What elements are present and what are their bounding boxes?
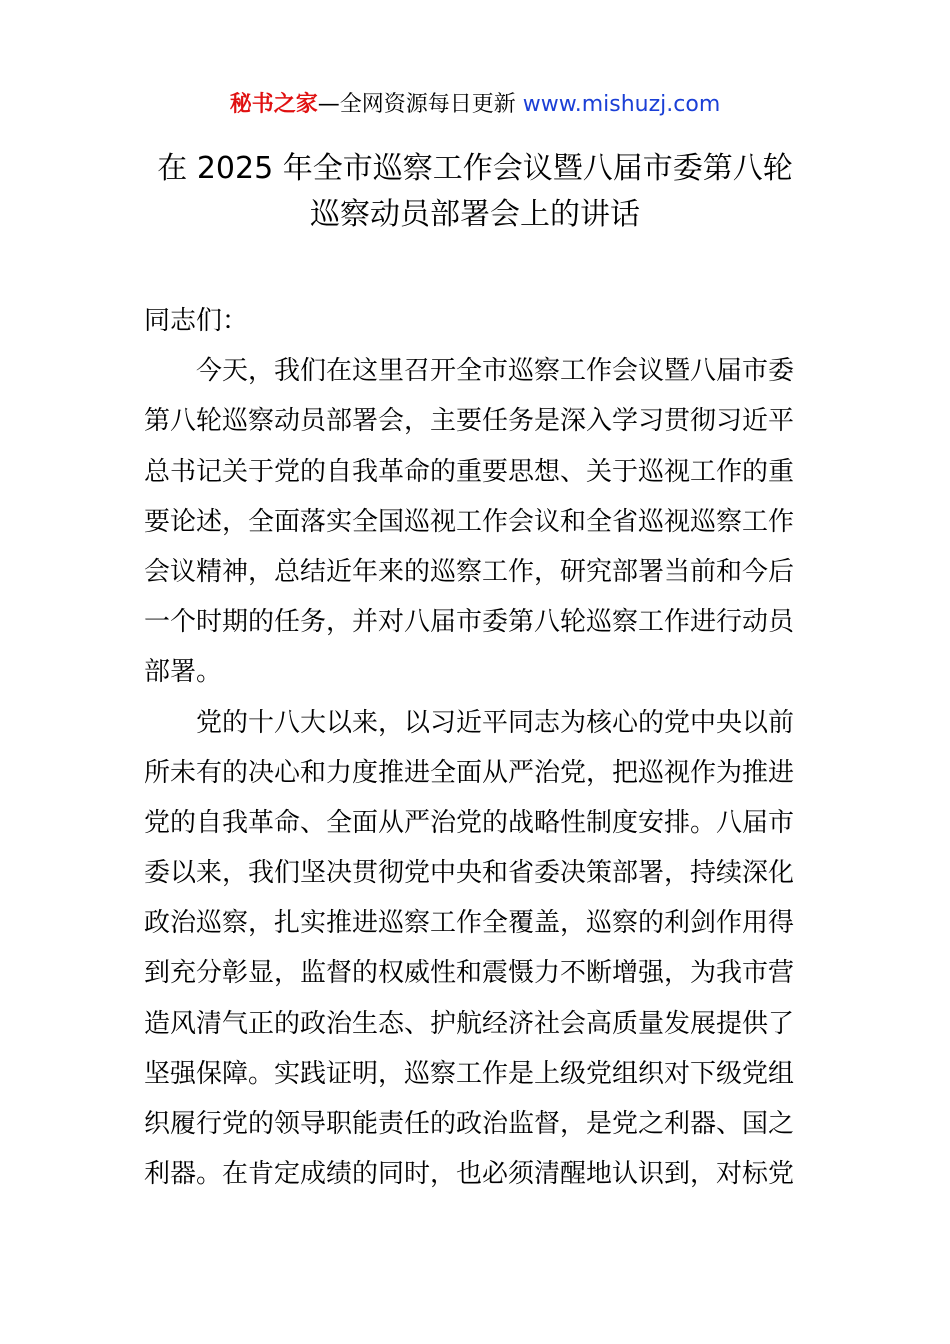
text-line: 一个时期的任务，并对八届市委第八轮巡察工作进行动员 — [144, 607, 795, 638]
brand-name: 秘书之家 — [229, 92, 318, 117]
text-line: 第八轮巡察动员部署会，主要任务是深入学习贯彻习近平 — [144, 406, 795, 437]
text-line: 利器。在肯定成绩的同时，也必须清醒地认识到，对标党 — [144, 1159, 795, 1190]
site-url-link[interactable]: www.mishuzj.com — [522, 92, 721, 117]
text-line: 坚强保障。实践证明，巡察工作是上级党组织对下级党组 — [144, 1058, 795, 1089]
site-header — [0, 88, 950, 122]
paragraph-1 — [144, 346, 809, 697]
text-line: 党的自我革命、全面从严治党的战略性制度安排。八届市 — [144, 807, 795, 838]
document-title — [100, 146, 850, 238]
text-line: 总书记关于党的自我革命的重要思想、关于巡视工作的重 — [144, 456, 795, 487]
text-line: 今天，我们在这里召开全市巡察工作会议暨八届市委 — [144, 356, 795, 387]
text-line: 织履行党的领导职能责任的政治监督，是党之利器、国之 — [144, 1109, 795, 1139]
header-tagline: —全网资源每日更新 — [317, 92, 523, 117]
text-line: 政治巡察，扎实推进巡察工作全覆盖，巡察的利剑作用得 — [144, 908, 795, 939]
document-body — [144, 296, 809, 1199]
text-line: 要论述，全面落实全国巡视工作会议和全省巡视巡察工作 — [144, 506, 795, 537]
title-line: 在 2025 年全市巡察工作会议暨八届市委第八轮 — [157, 151, 793, 186]
title-line: 巡察动员部署会上的讲话 — [310, 197, 640, 232]
text-line: 到充分彰显，监督的权威性和震慑力不断增强，为我市营 — [144, 958, 795, 989]
text-line: 所未有的决心和力度推进全面从严治党，把巡视作为推进 — [144, 757, 795, 788]
text-line: 会议精神，总结近年来的巡察工作，研究部署当前和今后 — [144, 556, 795, 587]
text-line: 委以来，我们坚决贯彻党中央和省委决策部署，持续深化 — [144, 858, 795, 889]
paragraph-2 — [144, 698, 809, 1200]
text-line: 造风清气正的政治生态、护航经济社会高质量发展提供了 — [144, 1008, 795, 1039]
text-line: 党的十八大以来，以习近平同志为核心的党中央以前 — [144, 707, 795, 738]
salutation: 同志们： — [144, 306, 249, 336]
text-line: 部署。 — [144, 657, 223, 688]
